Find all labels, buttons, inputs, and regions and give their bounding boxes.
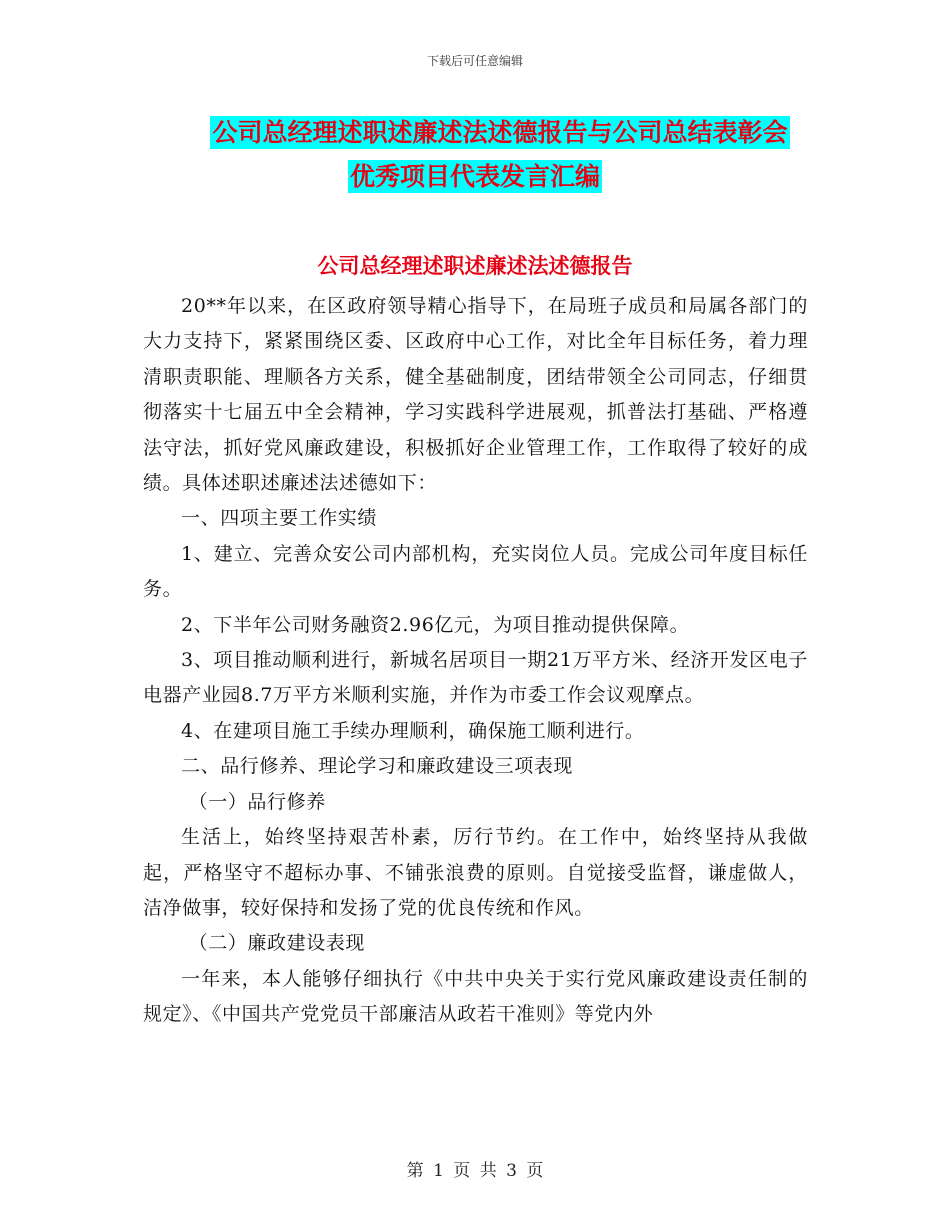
document-title-highlight-1: 公司总经理述职述廉述法述德报告与公司总结表彰会: [212, 118, 788, 147]
heading-conduct: 二、品行修养、理论学习和廉政建设三项表现: [181, 755, 574, 778]
paragraph-item-2: 2、下半年公司财务融资2.96亿元，为项目推动提供保障。: [181, 613, 690, 636]
subheading-moral: （一）品行修养: [188, 790, 326, 813]
paragraph-moral: 生活上，始终坚持艰苦朴素，厉行节约。在工作中，始终坚持从我做起，严格坚守不超标办事、不铺张浪费的原则。自觉接受监督，谦虚做人，洁净做事，较好保持和发扬了党的优良传统和作风。: [143, 826, 808, 919]
page-footer: 第 1 页 共 3 页: [406, 1161, 544, 1181]
paragraph-intro: 20**年以来，在区政府领导精心指导下，在局班子成员和局属各部门的大力支持下，紧紧围绕区委、区政府中心工作，对比全年目标任务，着力理清职责职能、理顺各方关系，健全基础制度，团结带领全公司同志，仔细贯彻落实十七届五中全会精神，学习实践科学进展观，抓普法打基础、严格遵法守法，抓好党风廉政建设，积极抓好企业管理工作，工作取得了较好的成绩。具体述职述廉述法述德如下：: [143, 295, 808, 495]
document-title-line-1: [0, 113, 950, 149]
heading-work-results: 一、四项主要工作实绩: [181, 507, 378, 530]
document-body: [143, 289, 808, 1033]
paragraph-item-4: 4、在建项目施工手续办理顺利，确保施工顺利进行。: [181, 719, 645, 742]
paragraph-item-1: 1、建立、完善众安公司内部机构，充实岗位人员。完成公司年度目标任务。: [143, 542, 808, 601]
document-title-highlight-2: 优秀项目代表发言汇编: [349, 162, 600, 191]
section-title: 公司总经理述职述廉述法述德报告: [317, 254, 633, 278]
subheading-integrity: （二）廉政建设表现: [188, 932, 365, 955]
paragraph-integrity: 一年来，本人能够仔细执行《中共中央关于实行党风廉政建设责任制的规定》、《中国共产党党员干部廉洁从政若干准则》等党内外: [143, 967, 808, 1026]
paragraph-item-3: 3、项目推动顺利进行，新城名居项目一期21万平方米、经济开发区电子电器产业园8.7万平方米顺利实施，并作为市委工作会议观摩点。: [143, 649, 808, 707]
page-header-note: 下载后可任意编辑: [426, 54, 523, 68]
document-title-line-2: [0, 157, 950, 193]
